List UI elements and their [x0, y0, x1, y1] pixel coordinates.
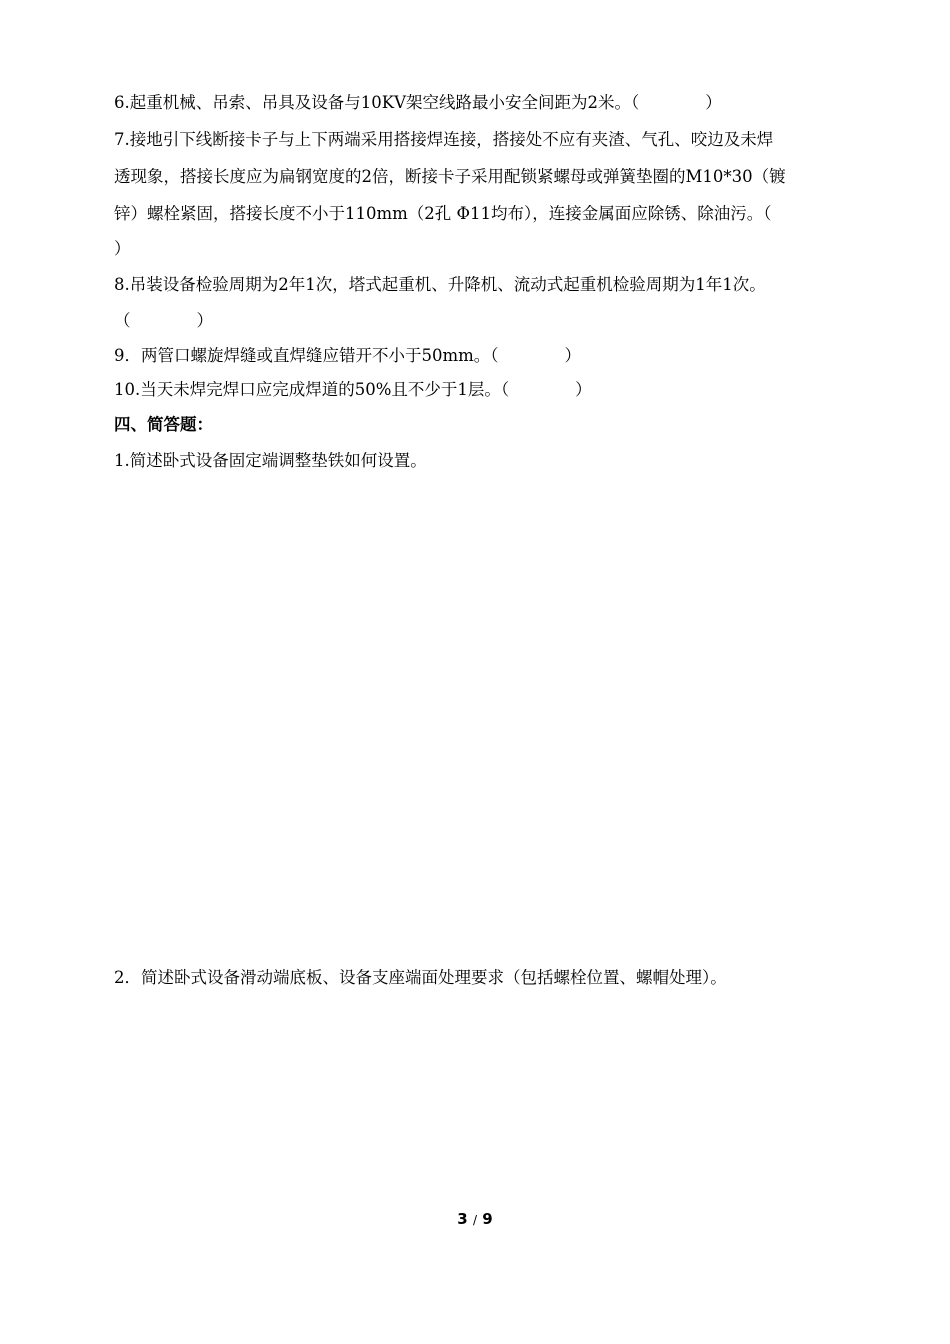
short-answer-1: 1.简述卧式设备固定端调整垫铁如何设置。: [114, 451, 427, 470]
question-8-line-2: （ ）: [114, 311, 213, 330]
question-8-line-1: 8.吊装设备检验周期为2年1次，塔式起重机、升降机、流动式起重机检验周期为1年1次。: [114, 275, 766, 294]
page-separator: /: [472, 1213, 478, 1227]
question-7-line-1: 7.接地引下线断接卡子与上下两端采用搭接焊连接，搭接处不应有夹渣、气孔、咬边及未焊: [114, 130, 774, 149]
question-10: 10.当天未焊完焊口应完成焊道的50%且不少于1层。（ ）: [114, 380, 592, 399]
short-answer-2: 2．简述卧式设备滑动端底板、设备支座端面处理要求（包括螺栓位置、螺帽处理）。: [114, 968, 727, 987]
question-6: 6.起重机械、吊索、吊具及设备与10KV架空线路最小安全间距为2米。（ ）: [114, 93, 722, 112]
question-7-line-2: 透现象，搭接长度应为扁钢宽度的2倍，断接卡子采用配锁紧螺母或弹簧垫圈的M10*30（镀: [114, 167, 786, 186]
question-7-line-3: 锌）螺栓紧固，搭接长度不小于110mm（2孔 Φ11均布），连接金属面应除锈、除油污。（: [114, 204, 772, 223]
current-page-number: 3: [457, 1210, 468, 1228]
page-number: [0, 1209, 950, 1230]
total-pages-number: 9: [482, 1210, 493, 1228]
section-heading: 四、简答题：: [114, 415, 213, 434]
question-7-line-4: ）: [114, 239, 131, 258]
question-9: 9．两管口螺旋焊缝或直焊缝应错开不小于50mm。（ ）: [114, 346, 582, 365]
